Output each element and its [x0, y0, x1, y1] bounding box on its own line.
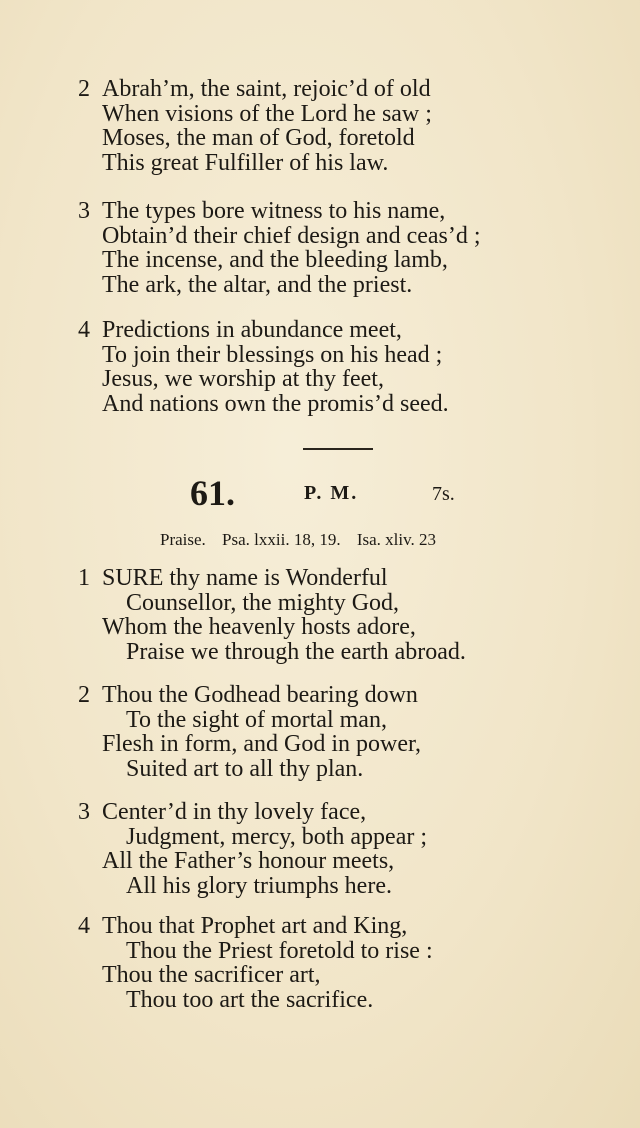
stanza-line: 1 SURE thy name is Wonderful	[78, 565, 388, 591]
stanza-line: The ark, the altar, and the priest.	[102, 271, 413, 298]
stanza-line: Thou the sacrificer art,	[102, 962, 321, 988]
hymn-stanza-1	[78, 566, 466, 664]
stanza-line: Judgment, mercy, both appear ;	[126, 823, 428, 850]
stanza-line: The incense, and the bleeding lamb,	[102, 247, 448, 273]
stanza-number: 4	[78, 317, 90, 343]
hymn-syllables: 7s.	[432, 483, 455, 505]
stanza-number: 3	[78, 799, 90, 825]
stanza-line: 2 Abrah’m, the saint, rejoic’d of old	[78, 76, 431, 102]
stanza-line: Suited art to all thy plan.	[126, 755, 364, 782]
stanza-line: Obtain’d their chief design and ceas’d ;	[102, 222, 481, 249]
hymn-number: 61.	[190, 473, 235, 513]
stanza-line: Moses, the man of God, foretold	[102, 125, 415, 151]
stanza-number: 3	[78, 198, 90, 224]
stanza-line: When visions of the Lord he saw ;	[102, 100, 432, 127]
stanza-line: Whom the heavenly hosts adore,	[102, 614, 416, 640]
stanza-line: All his glory triumphs here.	[126, 872, 392, 899]
hymn-stanza-3	[78, 800, 427, 898]
stanza-line: 3 Center’d in thy lovely face,	[78, 799, 367, 825]
stanza-number: 1	[78, 565, 90, 591]
stanza-line: Thou the Priest foretold to rise :	[126, 937, 433, 964]
stanza-line: And nations own the promis’d seed.	[102, 390, 449, 417]
stanza-line: Praise we through the earth abroad.	[126, 638, 466, 665]
previous-hymn-stanza-3	[78, 199, 481, 297]
stanza-number: 2	[78, 76, 90, 102]
hymn-heading	[0, 472, 640, 516]
stanza-line: 2 Thou the Godhead bearing down	[78, 682, 418, 708]
section-divider	[303, 448, 373, 450]
hymn-meter: P. M.	[304, 482, 359, 504]
stanza-line: This great Fulfiller of his law.	[102, 149, 389, 176]
stanza-line: To the sight of mortal man,	[126, 706, 387, 733]
stanza-line: Thou too art the sacrifice.	[126, 986, 374, 1013]
stanza-number: 2	[78, 682, 90, 708]
previous-hymn-stanza-2	[78, 77, 432, 175]
stanza-line: 3 The types bore witness to his name,	[78, 198, 446, 224]
stanza-line: Jesus, we worship at thy feet,	[102, 366, 384, 392]
hymn-subject-line	[160, 530, 448, 550]
stanza-line: To join their blessings on his head ;	[102, 341, 443, 368]
previous-hymn-stanza-4	[78, 318, 449, 416]
hymn-stanza-4	[78, 914, 433, 1012]
stanza-number: 4	[78, 913, 90, 939]
stanza-line: All the Father’s honour meets,	[102, 848, 395, 874]
stanza-line: 4 Predictions in abundance meet,	[78, 317, 402, 343]
stanza-line: 4 Thou that Prophet art and King,	[78, 913, 408, 939]
stanza-line: Counsellor, the mighty God,	[126, 589, 400, 616]
hymn-subject: Praise.	[160, 530, 206, 549]
scripture-reference: Psa. lxxii. 18, 19.	[222, 530, 341, 549]
scripture-reference: Isa. xliv. 23	[356, 530, 437, 549]
stanza-line: Flesh in form, and God in power,	[102, 731, 421, 757]
hymn-stanza-2	[78, 683, 421, 781]
